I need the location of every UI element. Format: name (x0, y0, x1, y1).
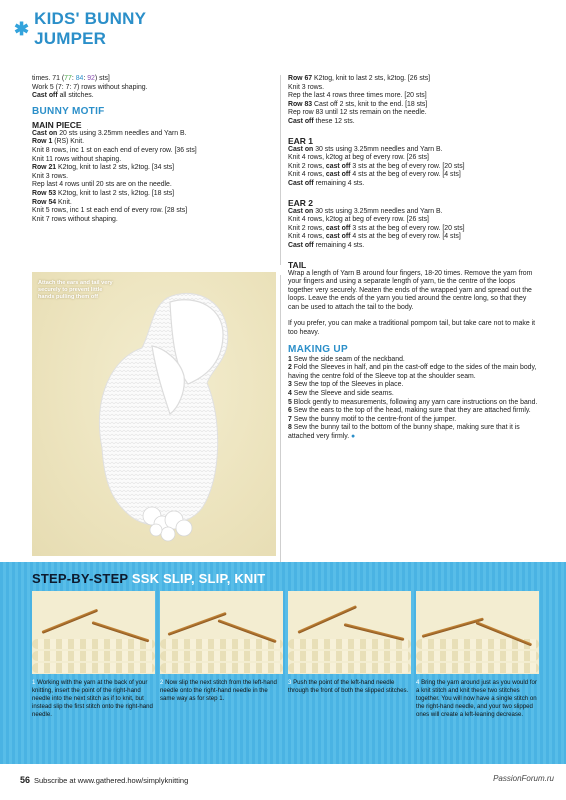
instruction-line: Cast on 30 sts using 3.25mm needles and Yarn B. (288, 207, 443, 215)
instruction-line: Row 83 Cast off 2 sts, knit to the end. [18 sts] (288, 100, 428, 108)
step-4-text: 4 Bring the yarn around just as you would for a knit stitch and knit these two stitches together. You will now have a single stitch on the right-hand needle, and your two slipped ones will create a left-leaning decrease. (416, 679, 537, 718)
instruction-line: Row 1 (RS) Knit. (32, 138, 85, 146)
page-footer (0, 768, 566, 800)
subscribe-link[interactable]: Subscribe at www.gathered.how/simplyknitting (34, 776, 189, 785)
step-2-text: 2 Now slip the next stitch from the left-hand needle onto the right-hand needle in the same way as for step 1. (160, 679, 277, 702)
bunny-motif-heading: BUNNY MOTIF (32, 105, 105, 117)
making-up-step: 3 Sew the top of the Sleeves in place. (288, 381, 404, 389)
step-1-photo (32, 591, 155, 674)
instruction-line: Knit 11 rows without shaping. (32, 155, 122, 163)
step-1-text: 1 Working with the yarn at the back of your knitting, insert the point of the right-hand needle into the next stitch as if to knit, but instead slip the first stitch onto the right-hand needle. (32, 679, 153, 718)
intro-line-2: Work 5 (7: 7: 7) rows without shaping. (32, 83, 148, 91)
step-4-photo (416, 591, 539, 674)
page-title: KIDS' BUNNY JUMPER (34, 9, 146, 48)
bunny-photo (32, 272, 276, 556)
instruction-line: Rep last 4 rows until 20 sts are on the needle. (32, 181, 172, 189)
instruction-line: Row 53 K2tog, knit to last 2 sts, k2tog. [18 sts] (32, 189, 175, 197)
making-up-step: 1 Sew the side seam of the neckband. (288, 355, 405, 363)
tail-heading: TAIL (288, 259, 307, 270)
instruction-line: Knit 4 rows, cast off 4 sts at the beg of every row. [4 sts] (288, 233, 461, 241)
intro-line-3: Cast off all stitches. (32, 92, 94, 100)
making-up-step: 2 Fold the Sleeves in half, and pin the cast-off edge to the sides of the main body, having the centre fold of the Sleeve top at the shoulder seam. (288, 364, 537, 380)
step-by-step-heading: STEP-BY-STEP SSK SLIP, SLIP, KNIT (32, 571, 266, 586)
end-mark-icon: ● (349, 433, 356, 440)
instruction-line: Knit 2 rows, cast off 3 sts at the beg of every row. [20 sts] (288, 162, 465, 170)
column-divider (280, 75, 281, 265)
intro-line-1: times. 71 (77: 84: 92) sts] (32, 75, 110, 82)
watermark: PassionForum.ru (493, 774, 554, 783)
instruction-line: Cast off remaining 4 sts. (288, 179, 365, 187)
step-2-photo (160, 591, 283, 674)
instruction-line: Row 67 K2tog, knit to last 2 sts, k2tog. [26 sts] (288, 75, 431, 82)
making-up-step: 4 Sew the Sleeve and side seams. (288, 390, 394, 398)
instruction-line: Rep row 83 until 12 sts remain on the needle. (288, 109, 427, 117)
instruction-line: Row 21 K2tog, knit to last 2 sts, k2tog. [34 sts] (32, 164, 175, 172)
instruction-line: Knit 8 rows, inc 1 st on each end of every row. [36 sts] (32, 146, 197, 154)
left-column (32, 75, 272, 224)
ear1-heading: EAR 1 (288, 135, 314, 146)
page-header (0, 9, 200, 48)
instruction-line: Knit 5 rows, inc 1 st each end of every row. [28 sts] (32, 207, 188, 215)
photo-caption: Attach the ears and tail very securely to prevent little hands pulling them off (38, 280, 113, 300)
making-up-heading: MAKING UP (288, 343, 348, 355)
instruction-line: Cast off remaining 4 sts. (288, 241, 365, 249)
page-number: 56 (20, 775, 31, 785)
column-divider (280, 275, 281, 565)
instruction-line: Knit 4 rows, k2tog at beg of every row. [26 sts] (288, 216, 429, 224)
ear2-heading: EAR 2 (288, 197, 314, 208)
making-up-step: 7 Sew the bunny motif to the centre-front of the jumper. (288, 415, 457, 423)
step-by-step-section (0, 562, 566, 764)
right-column (288, 75, 538, 442)
tail-text: Wrap a length of Yarn B around four fingers, 18-20 times. Remove the yarn from your fingers and using a separate length of yarn, tie the centre of the loops together very securely. Neaten the ends of the wrapped yarn and spread out the loops. Leave the ends of the yarn you tied around the centre long, so that they can be used to attach the tail to the body. (288, 269, 533, 311)
main-piece-heading: MAIN PIECE (32, 119, 82, 130)
instruction-line: Cast on 30 sts using 3.25mm needles and Yarn B. (288, 145, 443, 153)
instruction-line: Row 54 Knit. (32, 198, 72, 206)
instruction-line: Knit 7 rows without shaping. (32, 215, 118, 223)
step-3-photo (288, 591, 411, 674)
instruction-line: Knit 4 rows, cast off 4 sts at the beg of every row. [4 sts] (288, 171, 461, 179)
step-3-text: 3 Push the point of the left-hand needle through the front of both the slipped stitches. (288, 679, 409, 694)
instruction-line: Knit 2 rows, cast off 3 sts at the beg of every row. [20 sts] (288, 224, 465, 232)
instruction-line: Knit 4 rows, k2tog at beg of every row. [26 sts] (288, 154, 429, 162)
making-up-step: 5 Block gently to measurements, following any yarn care instructions on the band. (288, 398, 538, 406)
instruction-line: Cast on 20 sts using 3.25mm needles and Yarn B. (32, 129, 187, 137)
main-piece-instructions (32, 130, 272, 225)
instruction-line: Cast off these 12 sts. (288, 117, 355, 125)
instruction-line: Rep the last 4 rows three times more. [20 sts] (288, 92, 427, 100)
asterisk-icon: ✱ (14, 18, 30, 39)
making-up-step: 8 Sew the bunny tail to the bottom of the bunny shape, making sure that it is attached very firmly. ● (288, 424, 520, 440)
instruction-line: Knit 3 rows. (32, 172, 68, 180)
tail-text-2: If you prefer, you can make a traditional pompom tail, but take care not to make it too heavy. (288, 320, 536, 337)
bunny-motif-illustration (92, 288, 242, 556)
instruction-line: Knit 3 rows. (288, 83, 324, 91)
making-up-step: 6 Sew the ears to the top of the head, making sure that they are attached firmly. (288, 407, 531, 415)
